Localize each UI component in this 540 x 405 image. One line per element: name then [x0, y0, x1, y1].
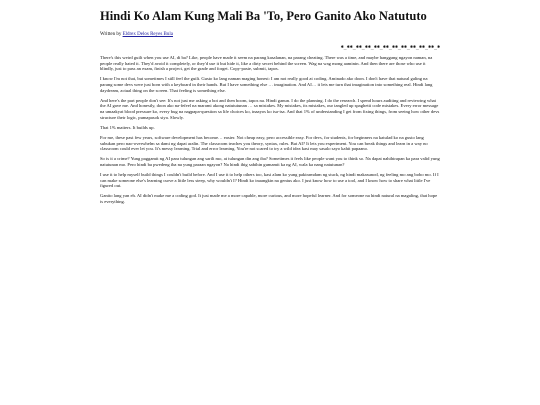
paragraph: That 1% matters. It builds up. [100, 124, 155, 130]
paragraph: I use it to help myself build things I couldn't build before. And I use it to help others too, kasi alam ko yung pakiramdam ng stuck, ng hindi makasunod, ng feeling mo ang bobo mo. If I can make someone else's learning curve a little less steep, why wouldn't I? Hindi ko inaangkin na genius ako. I just know how to use a tool, and I know how to share what little I've figured out. [100, 172, 439, 189]
paragraph: And here's the part people don't see: It's not just me asking a bot and then boom, tapos na. Hindi ganun. I do the planning. I do the research. I spend hours auditing and reviewing what the AI gave me. And honestly, doon ako na-fefeel na marami akong natututunan … sa mistakes. My mistakes, its mistakes, our tangled up spaghetti code mistakes. Every error message na umaakyat blood pressure ko, every bug na nagpapa-question sa life choices ko, inaayos ko isa-isa. And that 1% of understanding I get from fixing things, from seeing how other devs structure their logic, pumapasok siya. Slowly. [100, 97, 440, 120]
paragraph: There's this weird guilt when you use AI, di ba? Like, people have made it seem na parang kasalanan, na parang cheating. There was a time, and maybe hanggang ngayon naman, na people really hated it. They'd avoid it completely, or they'd use it but hide it, like a dirty secret behind the screen. Wag na wag mong aaminin. And then there are those who use it blindly, just to pass an exam, finish a project, get the grade and forget. Copy-paste, submit, tapos. [100, 55, 433, 72]
asterisk-divider: ✱_✱✱_✱✱_✱✱_✱✱_✱✱_✱✱_✱✱_✱✱_✱✱_✱✱_✱ [340, 44, 440, 50]
article-body [100, 55, 440, 205]
article-title: Hindi Ko Alam Kung Mali Ba 'To, Pero Ganito Ako Natututo [100, 9, 427, 23]
author-link[interactable]: Eldrex Delos Reyes Bula [122, 32, 173, 37]
byline [100, 31, 440, 38]
paragraph: For me, these past few years, software development has become… easier. Not cheap easy, pero accessible easy. For devs, for students, for beginners na katulad ko na gusto lang subukan pero nao-overwhelm sa dami ng dapat aralin. The classroom teaches you theory, syntax, rules. But AI? It lets you experiment. You can break things and learn in a way no classroom could ever let you. It's messy learning. Trial and error learning. You're not scared to try a wild idea kasi may sasalo sayo kahit papaano. [100, 134, 428, 152]
paragraph: I know I'm not that, but sometimes I still feel the guilt. Gusto ko lang naman maging honest: I am not really good at coding. Aminado ako doon. I don't have that natural galing na parang some devs were just born with a keyboard in their hands. But I have something else … imagination. And AI… it lets me turn that imagination into something real. Hindi lang daydream, actual thing on the screen. That feeling is something else. [100, 76, 433, 93]
paragraph: So is it a crime? Yung paggamit ng AI para tulungan ang sarili mo, at tulungan din ang iba? Sometimes it feels like people want you to think so. Na dapat nahihirapan ka para valid yung natutunan mo. Pero hindi ba pwedeng iba na yung paraan ngayon? Na hindi ibig sabihin gumamit ka ng AI, wala ka nang natutunan? [100, 156, 440, 167]
byline-prefix: Written by [100, 32, 123, 37]
paragraph: Ganito lang yan eh. AI didn't make me a coding god. It just made me a more capable, more curious, and more hopeful learner. And for someone na hindi natural na magaling, that hope is everything. [100, 193, 438, 205]
